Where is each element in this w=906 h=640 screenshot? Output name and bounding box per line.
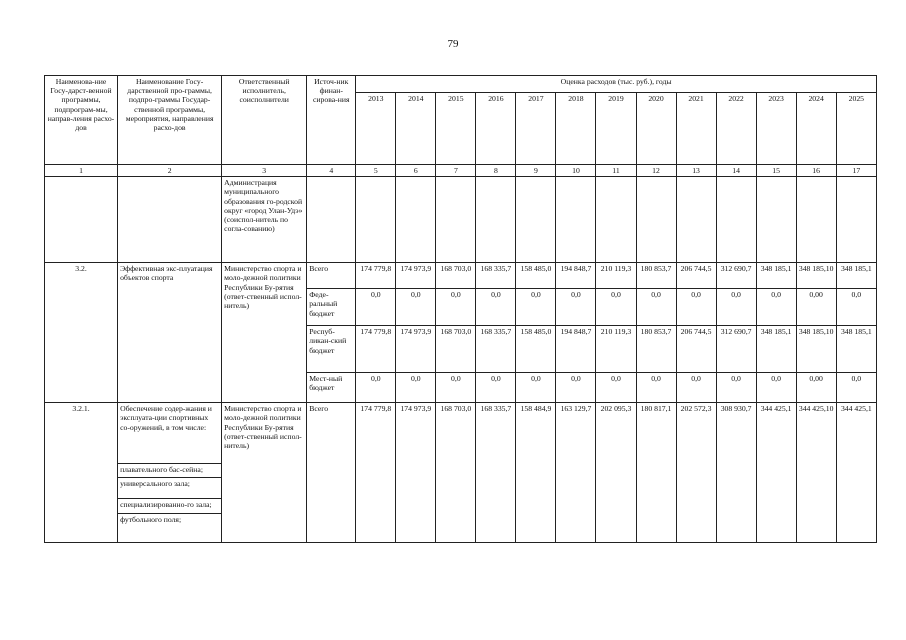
value-cell: 0,0 xyxy=(716,373,756,403)
value-cell: 174 779,8 xyxy=(356,326,396,373)
value-cell: 0,00 xyxy=(796,373,836,403)
facility-item: специализированно-го зала; xyxy=(118,499,221,513)
value-cell: 0,0 xyxy=(356,289,396,326)
column-number: 3 xyxy=(222,165,307,177)
value-cell: 0,0 xyxy=(476,289,516,326)
header-year: 2014 xyxy=(396,93,436,165)
column-number: 17 xyxy=(836,165,876,177)
row-code: 3.2.1. xyxy=(45,403,118,543)
value-cell: 194 848,7 xyxy=(556,326,596,373)
header-year: 2013 xyxy=(356,93,396,165)
value-cell: 0,0 xyxy=(356,373,396,403)
value-cell: 0,0 xyxy=(396,373,436,403)
executor-cell: Администрация муниципального образования го-родской округ «город Улан-Удэ» (соиспол-нитель по согла-сованию) xyxy=(222,177,307,263)
row-name: Эффективная экс-плуатация объектов спорта xyxy=(118,263,222,403)
funding-source: Респуб-ликан-ский бюджет xyxy=(307,326,356,373)
header-col-name: Наименование Госу-дарственной про-граммы, подпро-граммы Государ-ственной программы, мероприятия, направления расхо-дов xyxy=(118,76,222,165)
value-cell: 174 973,9 xyxy=(396,326,436,373)
value-cell: 344 425,1 xyxy=(836,403,876,543)
budget-table xyxy=(44,75,877,543)
column-number: 13 xyxy=(676,165,716,177)
value-cell: 0,0 xyxy=(676,373,716,403)
value-cell: 168 703,0 xyxy=(436,263,476,289)
column-numbers-row xyxy=(45,165,877,177)
table-row xyxy=(45,403,877,543)
table-row xyxy=(45,263,877,289)
funding-source: Феде-ральный бюджет xyxy=(307,289,356,326)
value-cell: 344 425,10 xyxy=(796,403,836,543)
column-number: 1 xyxy=(45,165,118,177)
value-cell: 158 485,0 xyxy=(516,326,556,373)
row-name xyxy=(118,403,222,543)
header-year: 2019 xyxy=(596,93,636,165)
column-number: 7 xyxy=(436,165,476,177)
value-cell: 202 095,3 xyxy=(596,403,636,543)
header-year: 2015 xyxy=(436,93,476,165)
facility-item: универсального зала; xyxy=(118,478,221,499)
value-cell: 0,0 xyxy=(636,289,676,326)
value-cell: 308 930,7 xyxy=(716,403,756,543)
column-number: 8 xyxy=(476,165,516,177)
header-col-program: Наименова-ние Госу-дарст-венной программы, подпрограм-мы, направ-ления расхо-дов xyxy=(45,76,118,165)
header-row xyxy=(45,76,877,93)
value-cell: 348 185,10 xyxy=(796,263,836,289)
column-number: 12 xyxy=(636,165,676,177)
header-year: 2023 xyxy=(756,93,796,165)
item-description: Обеспечение содер-жания и эксплуата-ции спортивных со-оружений, в том числе: xyxy=(118,403,221,464)
value-cell: 168 335,7 xyxy=(476,403,516,543)
page-number: 79 xyxy=(447,38,459,50)
value-cell: 0,0 xyxy=(756,373,796,403)
value-cell: 312 690,7 xyxy=(716,326,756,373)
value-cell: 348 185,1 xyxy=(836,263,876,289)
row-code: 3.2. xyxy=(45,263,118,403)
value-cell: 348 185,1 xyxy=(756,326,796,373)
value-cell: 348 185,1 xyxy=(836,326,876,373)
column-number: 14 xyxy=(716,165,756,177)
value-cell: 210 119,3 xyxy=(596,263,636,289)
column-number: 11 xyxy=(596,165,636,177)
value-cell: 180 817,1 xyxy=(636,403,676,543)
value-cell: 194 848,7 xyxy=(556,263,596,289)
column-number: 9 xyxy=(516,165,556,177)
value-cell: 0,0 xyxy=(836,289,876,326)
funding-source: Всего xyxy=(307,403,356,543)
column-number: 6 xyxy=(396,165,436,177)
header-col-executor: Ответственный исполнитель, соисполнители xyxy=(222,76,307,165)
value-cell: 0,00 xyxy=(796,289,836,326)
value-cell: 0,0 xyxy=(436,373,476,403)
funding-source: Мест-ный бюджет xyxy=(307,373,356,403)
value-cell: 0,0 xyxy=(836,373,876,403)
header-col-source: Источ-ник финан-сирова-ния xyxy=(307,76,356,165)
header-year: 2018 xyxy=(556,93,596,165)
value-cell: 344 425,1 xyxy=(756,403,796,543)
value-cell: 180 853,7 xyxy=(636,326,676,373)
executor-cell: Министерство спорта и моло-дежной политики Республики Бу-рятия (ответ-ственный испол-нитель) xyxy=(222,403,307,543)
value-cell: 163 129,7 xyxy=(556,403,596,543)
column-number: 5 xyxy=(356,165,396,177)
value-cell: 206 744,5 xyxy=(676,263,716,289)
value-cell: 158 485,0 xyxy=(516,263,556,289)
header-year: 2020 xyxy=(636,93,676,165)
value-cell: 312 690,7 xyxy=(716,263,756,289)
column-number: 4 xyxy=(307,165,356,177)
value-cell: 158 484,9 xyxy=(516,403,556,543)
value-cell: 348 185,1 xyxy=(756,263,796,289)
header-year: 2017 xyxy=(516,93,556,165)
value-cell: 348 185,10 xyxy=(796,326,836,373)
value-cell: 174 973,9 xyxy=(396,403,436,543)
value-cell: 174 973,9 xyxy=(396,263,436,289)
value-cell: 0,0 xyxy=(556,289,596,326)
header-year: 2022 xyxy=(716,93,756,165)
value-cell: 202 572,3 xyxy=(676,403,716,543)
value-cell: 210 119,3 xyxy=(596,326,636,373)
value-cell: 0,0 xyxy=(516,289,556,326)
column-number: 16 xyxy=(796,165,836,177)
value-cell: 0,0 xyxy=(596,373,636,403)
table-row-admin xyxy=(45,177,877,263)
value-cell: 168 335,7 xyxy=(476,263,516,289)
header-year: 2024 xyxy=(796,93,836,165)
funding-source: Всего xyxy=(307,263,356,289)
header-year: 2016 xyxy=(476,93,516,165)
header-year: 2025 xyxy=(836,93,876,165)
value-cell: 174 779,8 xyxy=(356,403,396,543)
executor-cell: Министерство спорта и моло-дежной политики Республики Бу-рятия (ответ-ственный испол-нитель) xyxy=(222,263,307,403)
value-cell: 0,0 xyxy=(676,289,716,326)
value-cell: 168 703,0 xyxy=(436,326,476,373)
header-expenses: Оценка расходов (тыс. руб.), годы xyxy=(356,76,877,93)
value-cell: 206 744,5 xyxy=(676,326,716,373)
value-cell: 0,0 xyxy=(756,289,796,326)
header-year: 2021 xyxy=(676,93,716,165)
value-cell: 180 853,7 xyxy=(636,263,676,289)
value-cell: 0,0 xyxy=(516,373,556,403)
column-number: 2 xyxy=(118,165,222,177)
value-cell: 174 779,8 xyxy=(356,263,396,289)
value-cell: 0,0 xyxy=(596,289,636,326)
column-number: 10 xyxy=(556,165,596,177)
column-number: 15 xyxy=(756,165,796,177)
facility-item: плавательного бас-сейна; xyxy=(118,464,221,478)
value-cell: 0,0 xyxy=(636,373,676,403)
value-cell: 0,0 xyxy=(556,373,596,403)
value-cell: 0,0 xyxy=(396,289,436,326)
value-cell: 0,0 xyxy=(436,289,476,326)
value-cell: 0,0 xyxy=(716,289,756,326)
value-cell: 168 703,0 xyxy=(436,403,476,543)
value-cell: 0,0 xyxy=(476,373,516,403)
value-cell: 168 335,7 xyxy=(476,326,516,373)
facility-item: футбольного поля; xyxy=(120,514,182,524)
